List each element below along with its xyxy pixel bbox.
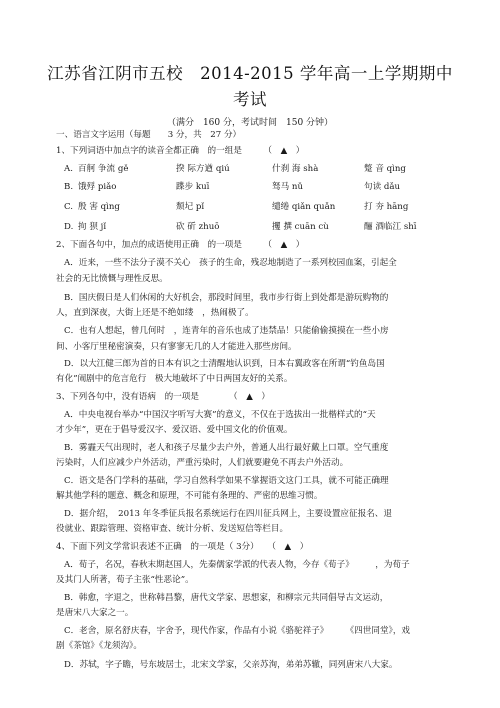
option-item: 百舸 争流 gě (78, 164, 129, 174)
option-item: 砍 斫 zhuō (176, 222, 220, 232)
question-line: 是唐宋八大家之一。 (56, 608, 134, 618)
option-item: 殷 害 qìng (78, 202, 120, 212)
option-letter: A. (64, 164, 73, 174)
option-item: 酾 酒临江 shī (364, 222, 417, 232)
question-line: 剧《茶馆》《龙须沟》。 (56, 641, 142, 651)
question-line: A．近来，一些不法分子漠不关心 孩子的生命，残忍地制造了一系列校园血案，引起全 (64, 258, 397, 268)
question-line: A．中央电视台举办“中国汉字听写大赛”的意义，不仅在于选拔出一批楷样式的“天 (64, 410, 376, 420)
question-line: 及其门人所著，荀子主张“性恶论”。 (56, 575, 194, 585)
section-heading: 一、语言文字运用（每题 3 分，共 27 分） (56, 130, 242, 140)
option-item: 什刹 海 shà (272, 164, 319, 174)
question-2-stem: 2、下面各句中，加点的成语使用正确 的一项是 （ ▲ ） (56, 240, 305, 250)
option-item: 颓圮 pǐ (176, 202, 205, 212)
question-1-stem: 1、下列词语中加点字的读音全都正确 的一组是 （ ▲ ） (56, 146, 305, 156)
question-line: C．也有人想起，曾几何时 ，连青年的音乐也成了违禁品！只能偷偷摸摸在一些小房 (64, 326, 389, 336)
option-item: 缱绻 qiǎn quǎn (272, 202, 336, 212)
question-line: B．韩愈，字退之，世称韩昌黎，唐代文学家、思想家，和柳宗元共同倡导古文运动， (64, 593, 389, 603)
option-item: 句读 dǎu (364, 182, 401, 192)
question-line: D．以大江健三郎为首的日本有识之士清醒地认识到，日本右翼政客在所谓“钓鱼岛国 (64, 359, 385, 369)
question-line: B．国庆假日是人们休闲的大好机会，那段时间里，我市步行街上到处都是游玩购物的 (64, 293, 389, 303)
question-line: 社会的无比愤慨与理性反思。 (56, 274, 168, 284)
question-line: 解其他学科的题意、概念和原理，不可能有条理的、严密的思维习惯。 (56, 491, 323, 501)
option-letter: D. (64, 222, 74, 232)
question-3-stem: 3、下列各句中，没有语病 的一项是 （ ▲ ） (56, 392, 271, 402)
option-item: 蹩 音 qìng (364, 164, 406, 174)
option-item: 饿殍 piǎo (78, 182, 117, 192)
question-line: D．据介绍， 2013 年冬季征兵报名系统运行在四川征兵网上，主要设置应征报名、退 (64, 509, 392, 519)
question-line: 污染时，人们应减少户外活动，严重污染时，人们就要避免不再去户外活动。 (56, 458, 349, 468)
question-line: 才少年”，更在于倡导爱汉字、爱汉语、爱中国文化的价值观。 (56, 425, 293, 435)
option-item: 驽马 nǔ (272, 182, 303, 192)
question-line: D．苏轼，字子瞻，号东坡居士，北宋文学家，父亲苏洵，弟弟苏辙，同列唐宋八大家。 (64, 660, 398, 670)
question-line: A．荀子，名况，春秋末期赵国人，先秦儒家学派的代表人物，今存《荀子》 ，为荀子 (64, 560, 410, 570)
option-letter: B. (64, 182, 74, 192)
option-item: 攫 撰 cuān cù (272, 222, 329, 232)
option-item: 揆 际方遒 qiú (176, 164, 230, 174)
question-line: B．雾霾天气出现时，老人和孩子尽量少去户外，普通人出行最好戴上口罩。空气重度 (64, 443, 389, 453)
option-item: 蹀步 kuī (176, 182, 210, 192)
question-line: C．语文是各门学科的基础，学习自然科学如果不掌握语文这门工具，就不可能正确理 (64, 476, 389, 486)
option-letter: C. (64, 202, 74, 212)
question-line: 役就业、跟踪管理、资格审查、统计分析、发送短信等栏目。 (56, 524, 289, 534)
question-line: 间、小客厅里秘密演奏，只有寥寥无几的人才能进入那些房间。 (56, 342, 297, 352)
question-line: 人，直到深夜，大街上还是不绝如缕 ，热闹极了。 (56, 308, 254, 318)
exam-title-line2: 考试 (233, 90, 267, 109)
option-item: 拘 狈 jǐ (78, 222, 107, 232)
option-item: 打 夯 hāng (364, 202, 409, 212)
exam-title-line1: 江苏省江阴市五校 2014-2015 学年高一上学期期中 (47, 64, 453, 83)
question-4-stem: 4、下面下列文学常识表述不正确 的一项是（ 3分） （ ▲ ） (56, 542, 309, 552)
question-line: C．老舍，原名舒庆春，字舍予，现代作家，作品有小说《骆驼祥子》 《四世同堂》，戏 (64, 626, 411, 636)
exam-meta: （满分 160 分，考试时间 150 分钟） (166, 118, 334, 128)
question-line: 有化”闹剧中的危言危行 极大地破坏了中日两国友好的关系。 (56, 374, 293, 384)
